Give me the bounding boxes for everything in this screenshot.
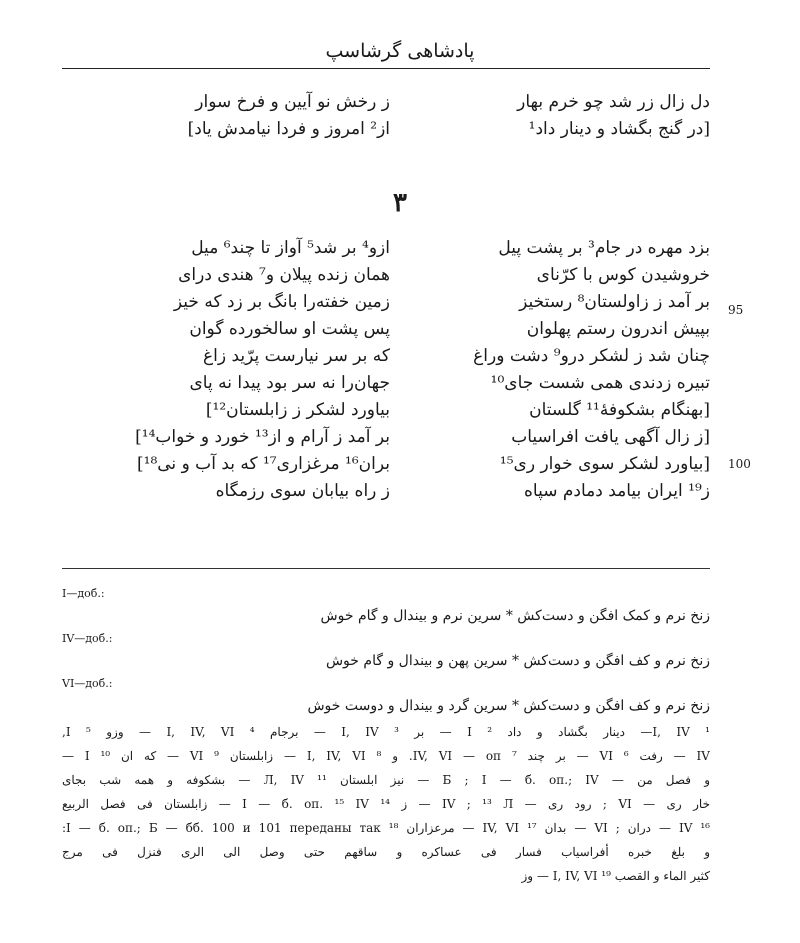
couplet: [90, 427, 710, 454]
hemistich-left: جهان‌را نه سر بود پیدا نه پای: [189, 373, 390, 393]
variant-verse: زنخ نرم و کمک افگن و دست‌کش * سرین نرم و بیندال و گام خوش: [320, 608, 710, 624]
hemistich-right: [بیاورد لشکر سوی خوار ری¹⁵: [499, 454, 710, 474]
hemistich-right: بر آمد ز زاولستان⁸ رستخیز: [519, 292, 710, 312]
couplet: [90, 400, 710, 427]
apparatus-line: ¹⁶ IV — دران ; VI — بدان ¹⁷ IV, VI — مرعزاران ¹⁸ I — б. оп.; Б — бб. 100 и 101 переданы так:: [62, 821, 710, 835]
footnote-rule: [62, 568, 710, 569]
hemistich-right: خروشیدن کوس با کرّنای: [536, 265, 710, 285]
variant-verse: زنخ نرم و کف افگن و دست‌کش * سرین گرد و بیندال و دوست خوش: [307, 698, 710, 714]
hemistich-left: بیاورد لشکر ز زابلستان¹²]: [205, 400, 390, 420]
apparatus-line: ¹ I, IV— دینار بگشاد و داد ² I — بر ³ I, IV — برجام ⁴ I, IV, VI — وزو ⁵ I,: [62, 725, 710, 739]
hemistich-left: ازو⁴ بر شد⁵ آواز تا چند⁶ میل: [191, 238, 390, 258]
variant-label: IV—доб.:: [62, 632, 113, 645]
couplet: [90, 346, 710, 373]
couplet: [90, 373, 710, 400]
header-rule: [62, 68, 710, 69]
hemistich-right: تبیره زدندی همی شست جای¹⁰: [490, 373, 710, 393]
hemistich-right: بزد مهره در جام³ بر پشت پیل: [498, 238, 710, 258]
apparatus-line: کثیر الماء و القصب ¹⁹ I, IV, VI — وز: [521, 869, 710, 883]
couplet: [90, 454, 710, 481]
line-number: 95: [728, 303, 744, 317]
couplet: [90, 292, 710, 319]
couplet: [90, 265, 710, 292]
hemistich-left: بران¹⁶ مرغزاری¹⁷ که بد آب و نی¹⁸]: [136, 454, 390, 474]
hemistich-right: ز¹⁹ ایران بیامد دمادم سپاه: [524, 481, 710, 501]
hemistich-left: بر آمد ز آرام و از¹³ خورد و خواب¹⁴]: [135, 427, 390, 447]
couplet: [90, 319, 710, 346]
apparatus-line: IV — رفت ⁶ VI — بر چند ⁷ IV, VI — оп. و ⁸ I, IV, VI — زابلستان ⁹ VI — که ان ¹⁰ I —: [62, 749, 710, 763]
hemistich-right: [بهنگام بشکوفهٔ¹¹ گلستان: [529, 400, 710, 420]
apparatus-line: و بلغ خبره أفراسیاب فسار فی عساکره و ساقهم حتی وصل الی الری فنزل فی مرج: [62, 845, 710, 859]
footnotes: [62, 585, 710, 888]
hemistich-right: دل زال زر شد چو خرم بهار: [517, 92, 710, 112]
page-header-title: پادشاهی گرشاسپ: [325, 40, 475, 62]
hemistich-left: همان زنده پیلان و⁷ هندی درای: [178, 265, 390, 285]
variant-label: I—доб.:: [62, 587, 105, 600]
apparatus-line: و فصل من — Б ; I — б. оп.; IV — نیز ابلستان ¹¹ Л, IV — بشکوفه و همه شب بجای: [62, 773, 710, 787]
hemistich-left: که بر سر نیارست پرّید زاغ: [203, 346, 390, 366]
apparatus-line: خار ری — VI ; رود ری — IV ; ¹³ Л — ز ¹⁴ I — б. оп. ¹⁵ IV — زابلستان فی فصل الربیع: [62, 797, 710, 811]
variant-verse: زنخ نرم و کف افگن و دست‌کش * سرین پهن و بیندال و گام خوش: [325, 653, 710, 669]
variant-label: VI—доб.:: [62, 677, 113, 690]
couplet: [90, 481, 710, 508]
hemistich-right: [ز زال آگهی یافت افراسیاب: [511, 427, 710, 447]
top-verse-block: [90, 92, 710, 146]
hemistich-left: ز رخش نو آیین و فرخ سوار: [195, 92, 390, 112]
couplet: [90, 119, 710, 146]
hemistich-right: [در گنج بگشاد و دینار داد¹: [528, 119, 710, 139]
hemistich-right: بپیش اندرون رستم پهلوان: [526, 319, 710, 339]
hemistich-right: چنان شد ز لشکر درو⁹ دشت وراغ: [473, 346, 710, 366]
hemistich-left: ز راه بیابان سوی رزمگاه: [215, 481, 390, 501]
couplet: [90, 238, 710, 265]
section-number: ۳: [393, 188, 407, 218]
main-verse-block: [90, 238, 710, 508]
hemistich-left: زمین خفته‌را بانگ بر زد که خیز: [173, 292, 390, 312]
couplet: [90, 92, 710, 119]
line-number: 100: [728, 457, 751, 471]
hemistich-left: از² امروز و فردا نیامدش یاد]: [187, 119, 390, 139]
hemistich-left: پس پشت او سالخورده گوان: [189, 319, 390, 339]
